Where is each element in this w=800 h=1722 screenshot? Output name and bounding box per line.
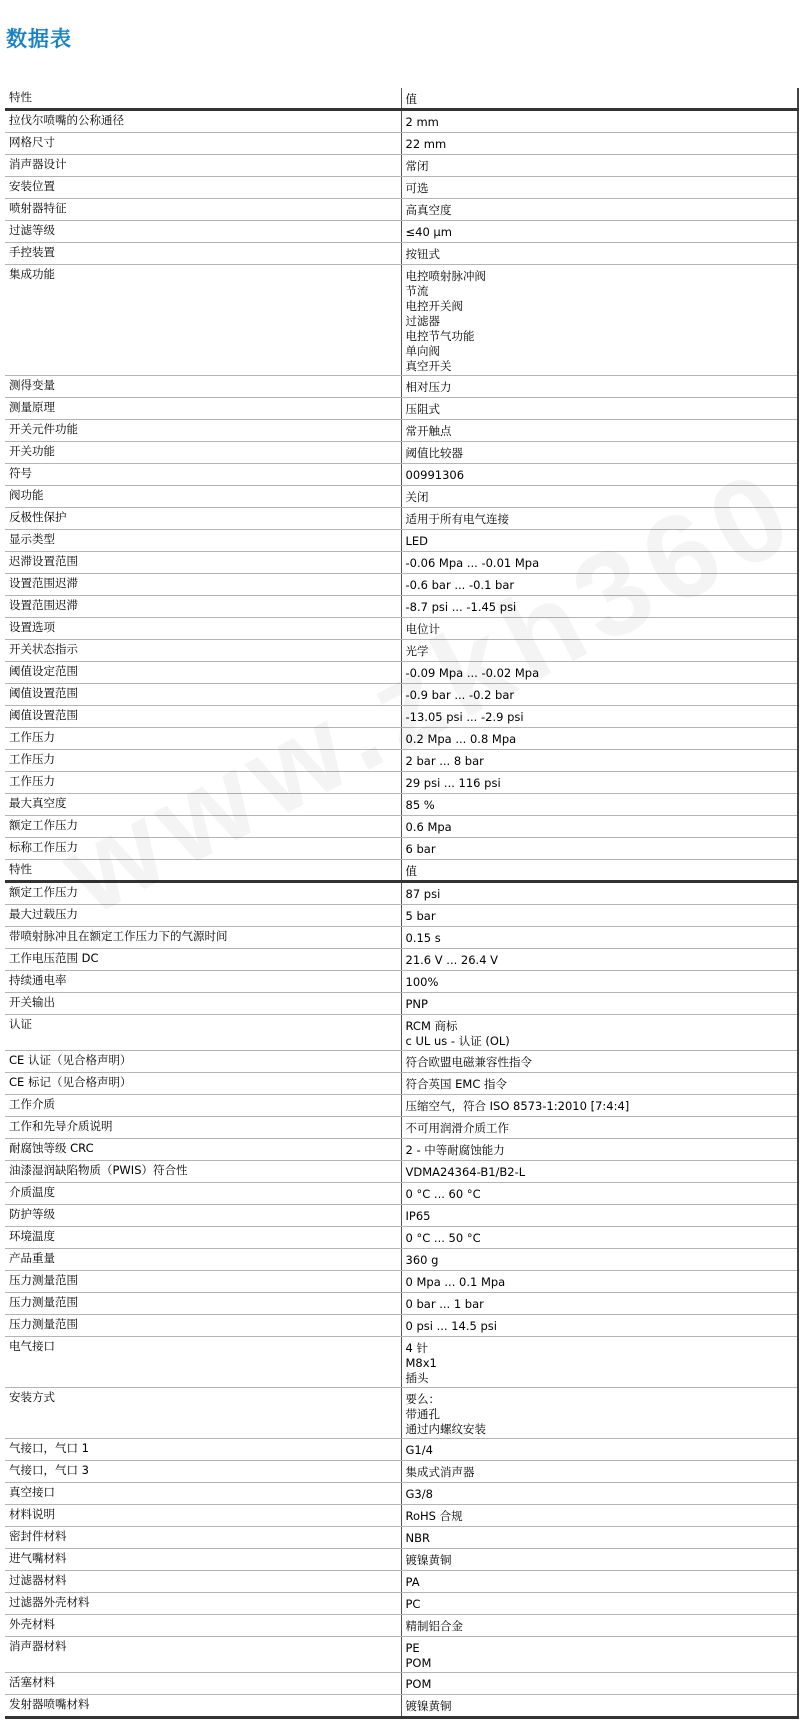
property-cell: CE 认证（见合格声明） xyxy=(5,1051,401,1073)
property-cell: 进气嘴材料 xyxy=(5,1549,401,1571)
value-cell: 0.6 Mpa xyxy=(401,816,798,838)
property-cell: 工作电压范围 DC xyxy=(5,949,401,971)
value-cell: PC xyxy=(401,1593,798,1615)
value-cell: NBR xyxy=(401,1527,798,1549)
property-cell: 气接口，气口 1 xyxy=(5,1439,401,1461)
value-cell: LED xyxy=(401,530,798,552)
value-cell: 0.15 s xyxy=(401,927,798,949)
table-row xyxy=(5,1549,798,1571)
property-cell: 活塞材料 xyxy=(5,1673,401,1695)
table-row xyxy=(5,1249,798,1271)
value-cell: 镀镍黄铜 xyxy=(401,1695,798,1718)
table-row xyxy=(5,618,798,640)
table-row xyxy=(5,442,798,464)
property-cell: 工作介质 xyxy=(5,1095,401,1117)
table-row xyxy=(5,574,798,596)
datasheet-table-body xyxy=(5,88,798,1718)
value-cell: 要么： 带通孔 通过内螺纹安装 xyxy=(401,1388,798,1439)
table-row xyxy=(5,640,798,662)
property-cell: 开关功能 xyxy=(5,442,401,464)
value-cell: ≤40 µm xyxy=(401,221,798,243)
table-row xyxy=(5,1293,798,1315)
table-row xyxy=(5,1161,798,1183)
column-header-property: 特性 xyxy=(5,860,401,882)
table-row xyxy=(5,1015,798,1051)
value-cell: G1/4 xyxy=(401,1439,798,1461)
table-row xyxy=(5,1227,798,1249)
value-cell: 100% xyxy=(401,971,798,993)
table-row xyxy=(5,971,798,993)
value-cell: PNP xyxy=(401,993,798,1015)
table-row xyxy=(5,1139,798,1161)
table-row xyxy=(5,552,798,574)
value-cell: 符合欧盟电磁兼容性指令 xyxy=(401,1051,798,1073)
table-row xyxy=(5,1271,798,1293)
table-row xyxy=(5,949,798,971)
value-cell: 21.6 V ... 26.4 V xyxy=(401,949,798,971)
value-cell: 电控喷射脉冲阀 节流 电控开关阀 过滤器 电控节气功能 单向阀 真空开关 xyxy=(401,265,798,376)
table-row xyxy=(5,794,798,816)
value-cell: POM xyxy=(401,1673,798,1695)
property-cell: 设置范围迟滞 xyxy=(5,596,401,618)
value-cell: 0 bar ... 1 bar xyxy=(401,1293,798,1315)
table-row xyxy=(5,1439,798,1461)
property-cell: 喷射器特征 xyxy=(5,199,401,221)
property-cell: 消声器材料 xyxy=(5,1637,401,1673)
table-row xyxy=(5,1461,798,1483)
property-cell: 开关输出 xyxy=(5,993,401,1015)
property-cell: 最大过载压力 xyxy=(5,905,401,927)
table-row xyxy=(5,927,798,949)
value-cell: RCM 商标 c UL us - 认证 (OL) xyxy=(401,1015,798,1051)
table-row xyxy=(5,243,798,265)
property-cell: 工作压力 xyxy=(5,728,401,750)
property-cell: 耐腐蚀等级 CRC xyxy=(5,1139,401,1161)
value-cell: RoHS 合规 xyxy=(401,1505,798,1527)
value-cell: PE POM xyxy=(401,1637,798,1673)
value-cell: 0 Mpa ... 0.1 Mpa xyxy=(401,1271,798,1293)
table-row xyxy=(5,464,798,486)
value-cell: PA xyxy=(401,1571,798,1593)
value-cell: 镀镍黄铜 xyxy=(401,1549,798,1571)
value-cell: -8.7 psi ... -1.45 psi xyxy=(401,596,798,618)
value-cell: 0.2 Mpa ... 0.8 Mpa xyxy=(401,728,798,750)
table-row xyxy=(5,1571,798,1593)
property-cell: 介质温度 xyxy=(5,1183,401,1205)
property-cell: 持续通电率 xyxy=(5,971,401,993)
table-row xyxy=(5,1073,798,1095)
table-row xyxy=(5,1315,798,1337)
value-cell: 22 mm xyxy=(401,133,798,155)
value-cell: 常开触点 xyxy=(401,420,798,442)
table-row xyxy=(5,177,798,199)
value-cell: 2 - 中等耐腐蚀能力 xyxy=(401,1139,798,1161)
value-cell: IP65 xyxy=(401,1205,798,1227)
value-cell: 29 psi ... 116 psi xyxy=(401,772,798,794)
table-row xyxy=(5,993,798,1015)
property-cell: 工作压力 xyxy=(5,750,401,772)
property-cell: 拉伐尔喷嘴的公称通径 xyxy=(5,110,401,133)
property-cell: 油漆湿润缺陷物质（PWIS）符合性 xyxy=(5,1161,401,1183)
value-cell: 不可用润滑介质工作 xyxy=(401,1117,798,1139)
value-cell: 符合英国 EMC 指令 xyxy=(401,1073,798,1095)
table-row xyxy=(5,133,798,155)
value-cell: 压阻式 xyxy=(401,398,798,420)
property-cell: 额定工作压力 xyxy=(5,816,401,838)
table-row xyxy=(5,1095,798,1117)
property-cell: 工作和先导介质说明 xyxy=(5,1117,401,1139)
property-cell: 认证 xyxy=(5,1015,401,1051)
value-cell: 2 mm xyxy=(401,110,798,133)
value-cell: -0.6 bar ... -0.1 bar xyxy=(401,574,798,596)
value-cell: 6 bar xyxy=(401,838,798,860)
property-cell: 消声器设计 xyxy=(5,155,401,177)
table-row xyxy=(5,1483,798,1505)
table-row xyxy=(5,838,798,860)
value-cell: G3/8 xyxy=(401,1483,798,1505)
property-cell: 电气接口 xyxy=(5,1337,401,1388)
page-title: 数据表 xyxy=(6,27,72,51)
property-cell: 网格尺寸 xyxy=(5,133,401,155)
property-cell: 防护等级 xyxy=(5,1205,401,1227)
table-row xyxy=(5,530,798,552)
table-row xyxy=(5,750,798,772)
property-cell: 阀功能 xyxy=(5,486,401,508)
value-cell: 关闭 xyxy=(401,486,798,508)
table-row xyxy=(5,882,798,905)
table-row xyxy=(5,1205,798,1227)
property-cell: 符号 xyxy=(5,464,401,486)
property-cell: 材料说明 xyxy=(5,1505,401,1527)
table-row xyxy=(5,1183,798,1205)
value-cell: 集成式消声器 xyxy=(401,1461,798,1483)
value-cell: 相对压力 xyxy=(401,376,798,398)
value-cell: 精制铝合金 xyxy=(401,1615,798,1637)
table-row xyxy=(5,1695,798,1718)
property-cell: 发射器喷嘴材料 xyxy=(5,1695,401,1718)
table-row xyxy=(5,1117,798,1139)
property-cell: 手控装置 xyxy=(5,243,401,265)
table-row xyxy=(5,1637,798,1673)
value-cell: 光学 xyxy=(401,640,798,662)
property-cell: 测得变量 xyxy=(5,376,401,398)
property-cell: 额定工作压力 xyxy=(5,882,401,905)
table-row xyxy=(5,420,798,442)
value-cell: -0.06 Mpa ... -0.01 Mpa xyxy=(401,552,798,574)
value-cell: -0.09 Mpa ... -0.02 Mpa xyxy=(401,662,798,684)
value-cell: 阈值比较器 xyxy=(401,442,798,464)
value-cell: 2 bar ... 8 bar xyxy=(401,750,798,772)
value-cell: 高真空度 xyxy=(401,199,798,221)
property-cell: 环境温度 xyxy=(5,1227,401,1249)
column-header-property: 特性 xyxy=(5,88,401,110)
property-cell: 密封件材料 xyxy=(5,1527,401,1549)
value-cell: 按钮式 xyxy=(401,243,798,265)
table-row xyxy=(5,398,798,420)
value-cell: 00991306 xyxy=(401,464,798,486)
value-cell: 4 针 M8x1 插头 xyxy=(401,1337,798,1388)
property-cell: 反极性保护 xyxy=(5,508,401,530)
table-row xyxy=(5,508,798,530)
property-cell: 压力测量范围 xyxy=(5,1315,401,1337)
property-cell: 集成功能 xyxy=(5,265,401,376)
value-cell: -0.9 bar ... -0.2 bar xyxy=(401,684,798,706)
table-row xyxy=(5,155,798,177)
property-cell: 产品重量 xyxy=(5,1249,401,1271)
property-cell: 安装位置 xyxy=(5,177,401,199)
table-row xyxy=(5,265,798,376)
table-header-row xyxy=(5,88,798,110)
property-cell: 气接口，气口 3 xyxy=(5,1461,401,1483)
table-row xyxy=(5,221,798,243)
property-cell: 阈值设置范围 xyxy=(5,684,401,706)
table-row xyxy=(5,706,798,728)
property-cell: 安装方式 xyxy=(5,1388,401,1439)
property-cell: 设置选项 xyxy=(5,618,401,640)
property-cell: 显示类型 xyxy=(5,530,401,552)
property-cell: CE 标记（见合格声明） xyxy=(5,1073,401,1095)
table-row xyxy=(5,684,798,706)
value-cell: 360 g xyxy=(401,1249,798,1271)
value-cell: -13.05 psi ... -2.9 psi xyxy=(401,706,798,728)
table-row xyxy=(5,1615,798,1637)
value-cell: 常闭 xyxy=(401,155,798,177)
datasheet-table xyxy=(5,88,799,1719)
table-row xyxy=(5,1527,798,1549)
value-cell: 可选 xyxy=(401,177,798,199)
property-cell: 压力测量范围 xyxy=(5,1271,401,1293)
property-cell: 压力测量范围 xyxy=(5,1293,401,1315)
property-cell: 开关状态指示 xyxy=(5,640,401,662)
table-row xyxy=(5,1388,798,1439)
property-cell: 工作压力 xyxy=(5,772,401,794)
table-row xyxy=(5,772,798,794)
value-cell: 0 psi ... 14.5 psi xyxy=(401,1315,798,1337)
property-cell: 阈值设定范围 xyxy=(5,662,401,684)
value-cell: 0 °C ... 50 °C xyxy=(401,1227,798,1249)
table-row xyxy=(5,1051,798,1073)
table-row xyxy=(5,728,798,750)
table-row xyxy=(5,1673,798,1695)
property-cell: 标称工作压力 xyxy=(5,838,401,860)
table-row xyxy=(5,1505,798,1527)
value-cell: 87 psi xyxy=(401,882,798,905)
value-cell: 压缩空气，符合 ISO 8573-1:2010 [7:4:4] xyxy=(401,1095,798,1117)
property-cell: 测量原理 xyxy=(5,398,401,420)
table-row xyxy=(5,662,798,684)
table-row xyxy=(5,110,798,133)
table-row xyxy=(5,199,798,221)
property-cell: 过滤器外壳材料 xyxy=(5,1593,401,1615)
table-row xyxy=(5,486,798,508)
value-cell: 电位计 xyxy=(401,618,798,640)
value-cell: 0 °C ... 60 °C xyxy=(401,1183,798,1205)
table-row xyxy=(5,905,798,927)
table-header-row xyxy=(5,860,798,882)
property-cell: 开关元件功能 xyxy=(5,420,401,442)
property-cell: 过滤器材料 xyxy=(5,1571,401,1593)
value-cell: 85 % xyxy=(401,794,798,816)
table-row xyxy=(5,816,798,838)
value-cell: 5 bar xyxy=(401,905,798,927)
column-header-value: 值 xyxy=(401,88,798,110)
value-cell: VDMA24364-B1/B2-L xyxy=(401,1161,798,1183)
property-cell: 设置范围迟滞 xyxy=(5,574,401,596)
table-row xyxy=(5,596,798,618)
property-cell: 最大真空度 xyxy=(5,794,401,816)
property-cell: 过滤等级 xyxy=(5,221,401,243)
table-row xyxy=(5,1593,798,1615)
value-cell: 适用于所有电气连接 xyxy=(401,508,798,530)
table-row xyxy=(5,1337,798,1388)
property-cell: 迟滞设置范围 xyxy=(5,552,401,574)
property-cell: 真空接口 xyxy=(5,1483,401,1505)
property-cell: 外壳材料 xyxy=(5,1615,401,1637)
property-cell: 阈值设置范围 xyxy=(5,706,401,728)
column-header-value: 值 xyxy=(401,860,798,882)
table-row xyxy=(5,376,798,398)
property-cell: 带喷射脉冲且在额定工作压力下的气源时间 xyxy=(5,927,401,949)
